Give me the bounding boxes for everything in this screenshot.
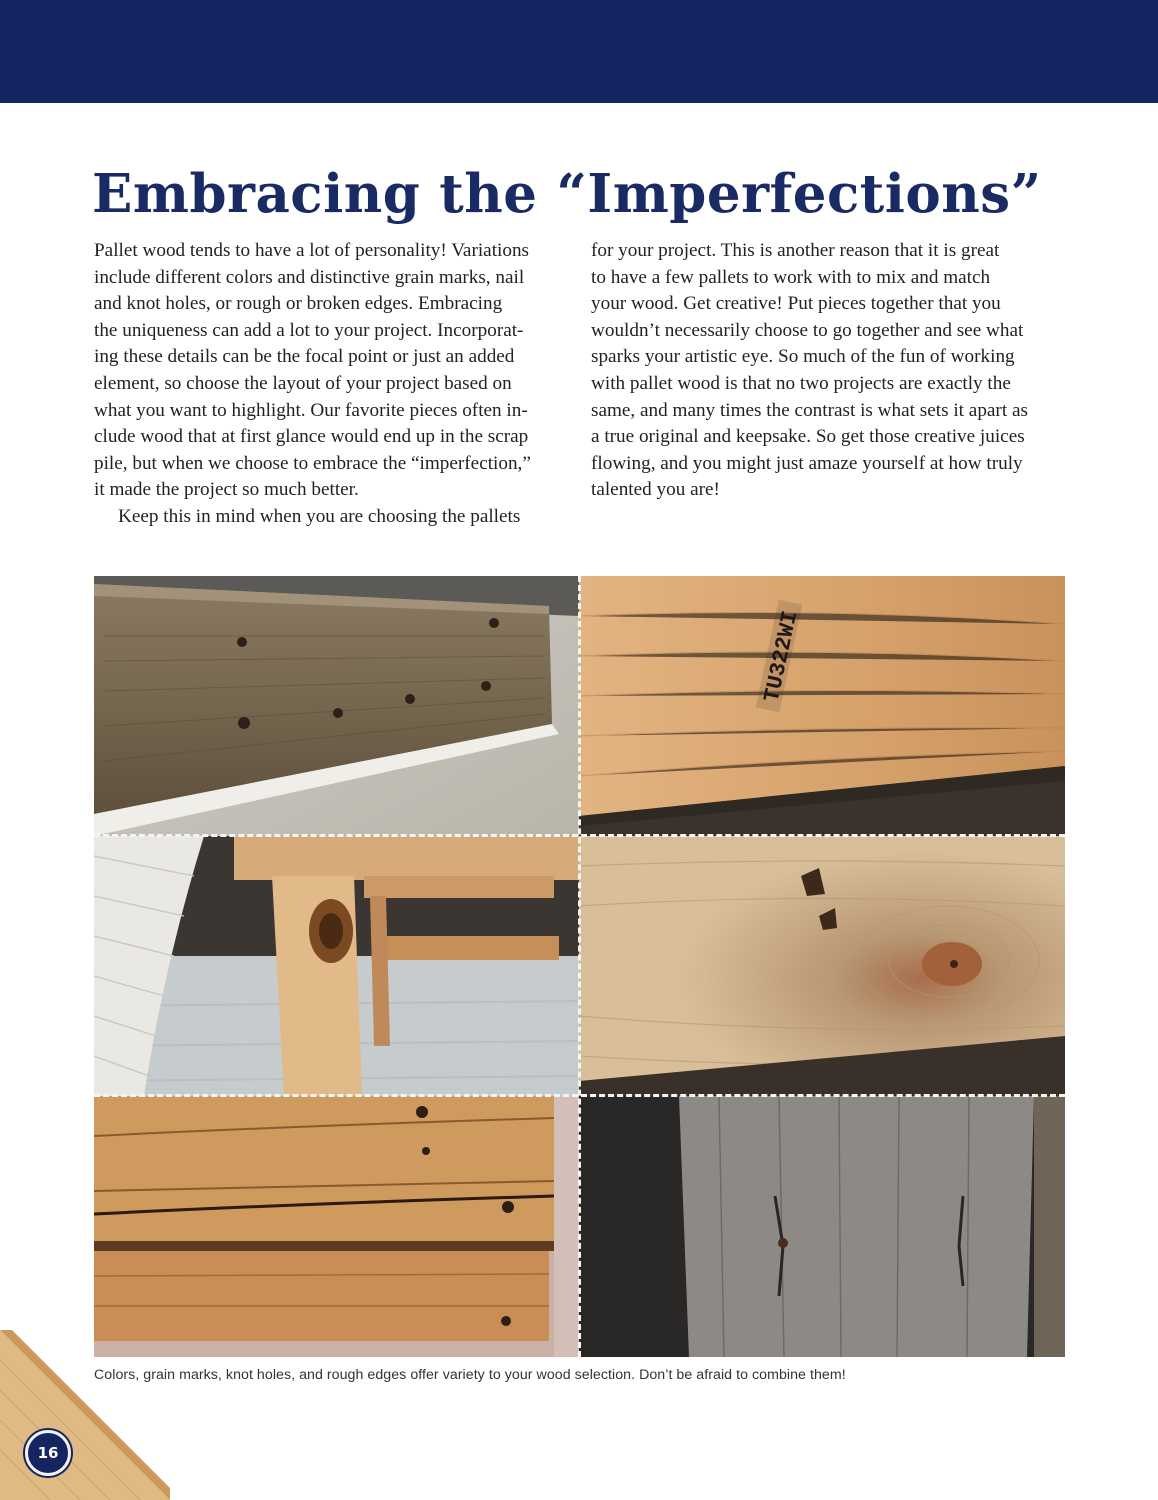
body-line: pile, but when we choose to embrace the “imperfection,” <box>94 452 531 474</box>
body-column-left <box>94 238 574 531</box>
stamp-text: TU322WI <box>759 608 804 705</box>
body-line: talented you are! <box>591 479 720 501</box>
grid-divider-vertical <box>578 576 581 1357</box>
body-column-right <box>591 238 1065 504</box>
photo-cracked-boards <box>94 1096 579 1357</box>
page-number-badge: 16 <box>25 1430 71 1476</box>
header-band <box>0 0 1158 103</box>
body-line: to have a few pallets to work with to mix and match <box>591 266 991 288</box>
body-line: same, and many times the contrast is what sets it apart as <box>591 399 1028 421</box>
body-line: your wood. Get creative! Put pieces together that you <box>591 293 1001 315</box>
body-line: sparks your artistic eye. So much of the fun of working <box>591 346 1015 368</box>
photo-gray-weathered-board <box>579 1096 1065 1357</box>
photo-knot-closeup <box>579 836 1065 1096</box>
body-line: the uniqueness can add a lot to your project. Incorporat- <box>94 319 524 341</box>
body-line: flowing, and you might just amaze yourself at how truly <box>591 452 1023 474</box>
body-line: element, so choose the layout of your project based on <box>94 372 512 394</box>
wood-photo-grid <box>94 576 1065 1357</box>
corner-wood-graphic <box>0 1330 170 1500</box>
body-line: wouldn’t necessarily choose to go together and see what <box>591 319 1024 341</box>
photo-board-with-stamp <box>579 576 1065 836</box>
body-line: for your project. This is another reason that it is great <box>591 240 1000 261</box>
photo-weathered-board-nail-holes <box>94 576 579 836</box>
body-line: Pallet wood tends to have a lot of personality! Variations <box>94 240 530 261</box>
body-line: a true original and keepsake. So get those creative juices <box>591 426 1025 448</box>
body-line: Keep this in mind when you are choosing the pallets <box>118 505 521 527</box>
figure-caption: Colors, grain marks, knot holes, and rough edges offer variety to your wood selection. Don’t be afraid to combine them! <box>94 1367 846 1383</box>
page-title: Embracing the “Imperfections” <box>92 163 1042 225</box>
body-line: include different colors and distinctive grain marks, nail <box>94 266 525 288</box>
body-line: with pallet wood is that no two projects are exactly the <box>591 372 1011 394</box>
body-line: it made the project so much better. <box>94 479 359 501</box>
photo-table-leg-knot <box>94 836 579 1096</box>
body-line: and knot holes, or rough or broken edges. Embracing <box>94 293 503 315</box>
body-line: what you want to highlight. Our favorite pieces often in- <box>94 399 528 421</box>
body-line: clude wood that at first glance would end up in the scrap <box>94 426 529 448</box>
body-line: ing these details can be the focal point or just an added <box>94 346 515 368</box>
